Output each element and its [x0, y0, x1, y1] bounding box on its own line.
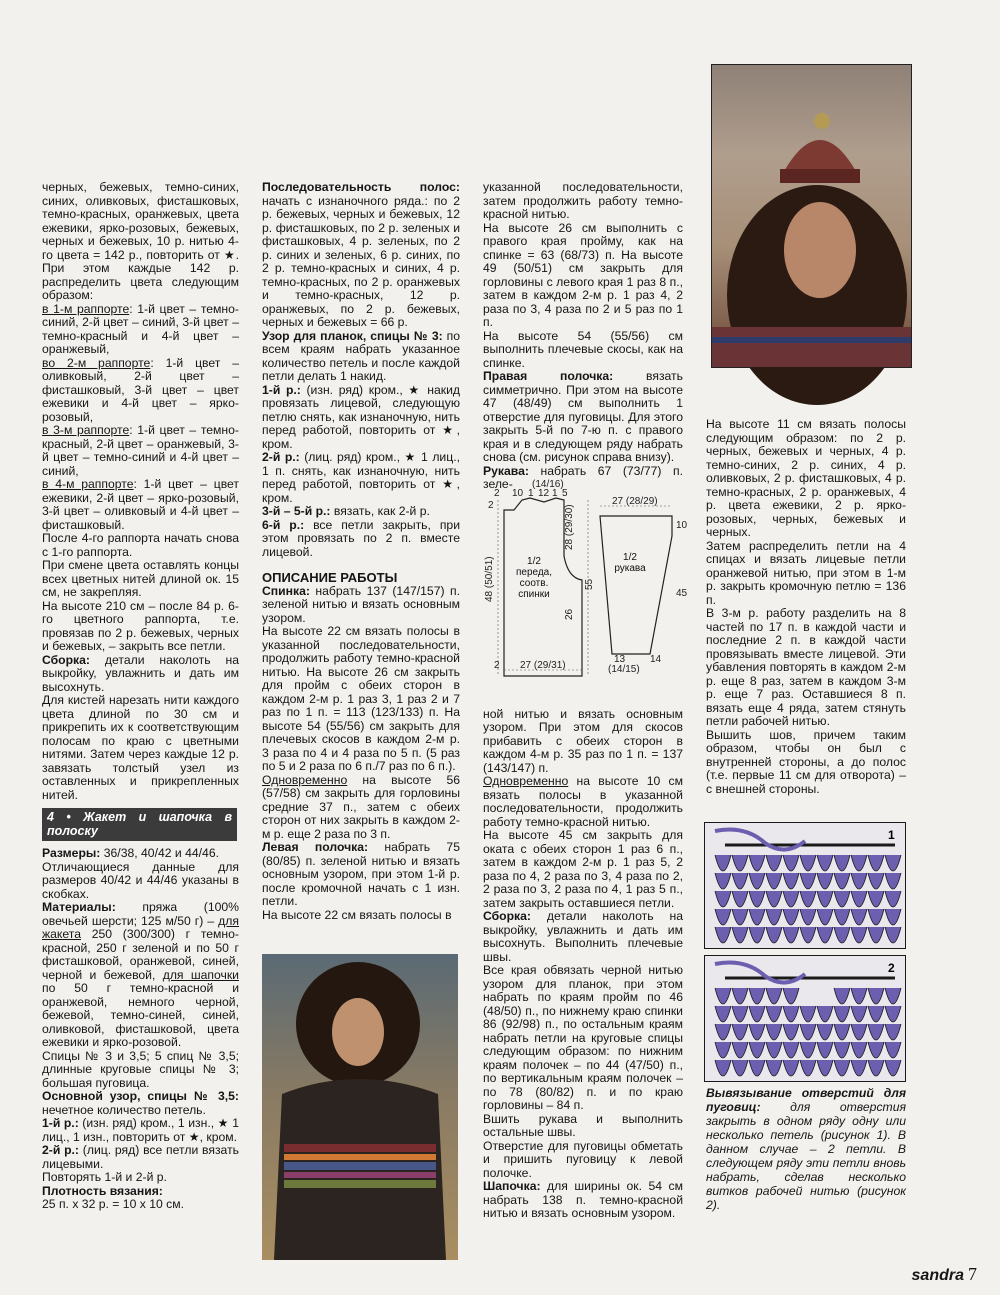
- row-text: (лиц. ряд) кром., ★ 1 лиц., 1 п. снять, как изнаночную, нить перед работой, повторить от ★, кром.: [262, 450, 460, 505]
- simultaneously: Одновременно: [483, 774, 569, 788]
- stitch: [851, 927, 867, 943]
- stitch: [868, 891, 884, 907]
- col1-paragraph: Для кистей нарезать нити каждого цвета длиной по 30 см и прикрепить их к соответствующим полосам по краю с цветными нитями. Затем через каждые 12 р. завязать толстый узел из оставленных и прикрепленных нитей.: [42, 693, 239, 802]
- stitch: [868, 927, 884, 943]
- hat-text: для ширины ок. 54 см набрать 138 п. темно-красной нитью и вязать основным узором.: [483, 1179, 683, 1220]
- column-3: [483, 181, 683, 1221]
- stitch: [749, 927, 765, 943]
- stitch: [715, 1060, 731, 1076]
- stitch: [834, 1024, 850, 1040]
- assembly-label: Сборка:: [42, 652, 90, 667]
- stitch: [885, 927, 901, 943]
- stitch: [715, 855, 731, 871]
- stitch: [715, 988, 731, 1004]
- back-piece: [262, 585, 460, 626]
- stitch: [715, 873, 731, 889]
- col1-paragraph: черных, бежевых, темно-синих, синих, оливковых, фисташковых, темно-красных, оранжевых, цвета ежевики, ярко-розовых, бежевых, черных и бежевых, 10 р. нитью 4-го цвета = 142 р., повторить от ★. При этом каждые 142 р. распределить цвета следующим образом:: [42, 180, 239, 302]
- right-front: [483, 370, 683, 465]
- figure-number: 1: [888, 828, 895, 842]
- stitch: [885, 873, 901, 889]
- col3-paragraph: На высоте 26 см выполнить с правого края пройму, как на спинке = 63 (68/73) п. На высоте 49 (50/51) см закрыть для горловины с левого края 1 раз 8 п., затем в каждом 2-м р. 1 раз 4, 2 раза по 3, 4 раза по 2 и 5 раз по 1 п.: [483, 220, 683, 329]
- stitch: [783, 891, 799, 907]
- stitch: [766, 1006, 782, 1022]
- dim-label: (14/15): [608, 664, 640, 675]
- stitch: [749, 909, 765, 925]
- dim-label: 1: [552, 488, 558, 499]
- stitch: [783, 988, 799, 1004]
- sleeve-label: 1/2: [623, 552, 637, 563]
- stitch: [783, 1060, 799, 1076]
- stitch: [851, 1024, 867, 1040]
- row-label: 1-й р.:: [262, 382, 301, 397]
- row-label: 2-й р.:: [262, 450, 300, 464]
- materials-label: Материалы:: [42, 900, 116, 914]
- stitch: [749, 988, 765, 1004]
- sleeves-text: набрать 67 (73/77) п. зеле-: [483, 463, 683, 491]
- placket-label: Узор для планок, спицы № 3:: [262, 328, 443, 343]
- assembly-label: Сборка:: [483, 909, 531, 923]
- row-text: вязать, как 2-й р.: [330, 504, 430, 518]
- row-text: (изн. ряд) кром., 1 изн., ★ 1 лиц., 1 изн., повторить от ★, кром.: [42, 1116, 239, 1144]
- caption-text: для отверстия закрыть в одном ряду одну или несколько петель (рисунок 1). В данном случае – 2 петли. В следующем ряду эти петли вновь набрать, сделав несколько витков рабочей нитью (рисунок 2).: [706, 1100, 906, 1212]
- stitch: [885, 909, 901, 925]
- stitch: [800, 1060, 816, 1076]
- dim-label: 10: [512, 488, 524, 499]
- dim-label: 2: [494, 488, 500, 499]
- dim-label: 48 (50/51): [484, 556, 495, 602]
- back-paragraph: На высоте 22 см вязать полосы в указанной последовательности, продолжить работу темно-красной нитью. На высоте 26 см закрыть для пройм с обеих сторон в каждом 2-м р. 1 раз 3, 1 раз 2 и 7 раз по 1 п. = 113 (123/133) п. На высоте 54 (55/56) см закрыть для плечевых скосов в каждом 2-м р. 3 раза по 4 и 4 раза по 5 п. (5 раз по 5 и 2 раза по 6 п./7 раз по 6 п.).: [262, 624, 460, 773]
- placket-row-3-5: [262, 505, 460, 519]
- placket-row-1: [262, 384, 460, 452]
- density-label-text: Плотность вязания:: [42, 1183, 163, 1198]
- stitch: [800, 909, 816, 925]
- stitch: [885, 1042, 901, 1058]
- dim-label: 27 (28/29): [612, 496, 658, 507]
- stripe-sequence-text: начать с изнаночного ряда.: по 2 р. бежевых, черных и бежевых, 12 р. фисташковых, по 2 р. зеленых и фисташковых, 4 р. зеленых, по 2 р. синих и зеленых, 6 р. синих, по 2 р. темно-красных и синих, 4 р. темно-красных, по 2 р. оранжевых и темно-красных, 12 р. оранжевых, по 2 р. бежевых, черных и бежевых = 66 р.: [262, 193, 460, 329]
- col1-paragraph: При смене цвета оставлять концы всех цветных нитей длиной ок. 15 см, не закрепляя.: [42, 558, 239, 599]
- rapport-2-label: во 2-м раппорте: [42, 355, 151, 370]
- stitch: [885, 1024, 901, 1040]
- knitting-illustration-2: [705, 956, 905, 1081]
- stitch: [732, 1006, 748, 1022]
- col3-paragraph: Отверстие для пуговицы обметать и пришить пуговицу к левой полочке.: [483, 1138, 683, 1180]
- placket-row-6: [262, 519, 460, 560]
- stitch: [834, 927, 850, 943]
- stripe-sequence: [262, 181, 460, 330]
- rapport-2-text: : 1-й цвет – оливковый, 2-й цвет – фисташковый, 3-й цвет – цвет ежевики и 4-й цвет – ярко-розовый,: [42, 355, 239, 424]
- column-1: [42, 181, 239, 1212]
- sleeve-label: рукава: [614, 563, 646, 574]
- back-paragraph: [262, 774, 460, 842]
- assembly-text: детали наколоть на выкройку, увлажнить и дать им высохнуть.: [42, 652, 239, 694]
- stitch: [766, 909, 782, 925]
- stitch: [800, 873, 816, 889]
- sizes-label: Размеры:: [42, 846, 101, 860]
- page-footer: [912, 1264, 977, 1285]
- simultaneously: Одновременно: [262, 772, 348, 787]
- row-label: 2-й р.:: [42, 1143, 79, 1157]
- density-label: [42, 1185, 239, 1199]
- left-front-paragraph: На высоте 22 см вязать полосы в: [262, 907, 452, 922]
- stitch: [732, 909, 748, 925]
- materials: [42, 901, 239, 1050]
- stripe-sequence-label: Последовательность полос:: [262, 180, 460, 194]
- stitch: [834, 1060, 850, 1076]
- left-front-label: Левая полочка:: [262, 840, 369, 854]
- stitch: [851, 1060, 867, 1076]
- row-label: 3-й – 5-й р.:: [262, 504, 331, 518]
- column-2: [262, 181, 460, 922]
- rapport-4: [42, 478, 239, 532]
- back-label: Спинка:: [262, 583, 310, 598]
- materials-text: по 50 г темно-красной и оранжевой, немного черной, бежевой, темно-синей, синей, оливковой, фисташковой, цвета ежевики и ярко-розовой.: [42, 981, 239, 1049]
- magazine-brand: sandra: [911, 1267, 964, 1284]
- pattern-row-2: [42, 1144, 239, 1171]
- stitch: [834, 988, 850, 1004]
- stitch: [817, 855, 833, 871]
- column-4: [706, 418, 906, 796]
- col3-paragraph: На высоте 45 см закрыть для оката с обеих сторон 1 раз 6 п., затем в каждом 2-м р. 1 раз 5, 2 раза по 4, 2 раза по 3, 4 раза по 2, 2 раза по 3, 2 раза по 4, 1 раз 5 п., затем закрыть оставшиеся петли.: [483, 828, 683, 910]
- col3-paragraph: Вшить рукава и выполнить остальные швы.: [483, 1111, 683, 1139]
- rapport-1: [42, 303, 239, 357]
- assembly: [483, 910, 683, 964]
- stitch: [783, 927, 799, 943]
- dim-label: 28 (29/30): [564, 504, 575, 550]
- placket-row-2: [262, 451, 460, 505]
- needles: Спицы № 3 и 3,5; 5 спиц № 3,5; длинные круговые спицы № 3; большая пуговица.: [42, 1048, 239, 1090]
- stitch: [783, 855, 799, 871]
- col1-paragraph: После 4-го раппорта начать снова с 1-го раппорта.: [42, 531, 239, 559]
- row-text: (изн. ряд) кром., ★ накид провязать лицевой, следующую петлю снять, как изнаночную, нить перед работой, повторить от ★, кром.: [262, 382, 460, 451]
- stitch: [885, 855, 901, 871]
- left-front-text: набрать 75 (80/85) п. зеленой нитью и вязать основным узором, при этом 1-й р. после кромочной начать с 1 изн. петли.: [262, 840, 460, 908]
- stitch: [868, 1060, 884, 1076]
- stitch: [732, 873, 748, 889]
- main-pattern-text: нечетное количество петель.: [42, 1102, 206, 1117]
- rapport-1-label: в 1-м раппорте: [42, 301, 130, 316]
- stitch: [732, 1024, 748, 1040]
- stitch: [834, 891, 850, 907]
- stitch: [800, 1006, 816, 1022]
- stitch: [749, 873, 765, 889]
- stitch: [783, 873, 799, 889]
- working-yarn: [715, 830, 805, 850]
- figure-number: 2: [888, 961, 895, 975]
- stitch: [817, 891, 833, 907]
- assembly: [42, 654, 239, 695]
- jacket-model-photo: [262, 954, 458, 1260]
- stitch: [766, 1060, 782, 1076]
- front-label: соотв.: [519, 578, 549, 589]
- dim-label: 12: [538, 488, 550, 499]
- stitch: [800, 1042, 816, 1058]
- rapport-3: [42, 424, 239, 478]
- buttonhole-figure-1: [704, 822, 906, 949]
- dim-label: 2: [488, 500, 494, 511]
- dim-label: 55: [584, 578, 595, 590]
- dim-label: 27 (29/31): [520, 660, 566, 671]
- col4-paragraph: На высоте 11 см вязать полосы следующим образом: по 2 р. черных, бежевых и черных, 4 р. темно-синих, 2 р. синих, 4 р. оливковых, 2 р. фисташковых, 4 р. темно-красных, 2 р. оранжевых, 4 р. цвета ежевики, 2 р. ярко-розовых, черных, бежевых и черных.: [706, 417, 906, 539]
- stitch: [749, 1060, 765, 1076]
- stitch: [885, 1006, 901, 1022]
- dim-label: 1: [528, 488, 534, 499]
- stitch: [817, 1042, 833, 1058]
- working-yarn: [715, 963, 805, 983]
- stitch: [851, 1042, 867, 1058]
- front-label: спинки: [518, 589, 550, 600]
- col4-paragraph: В 3-м р. работу разделить на 8 частей по 17 п. в каждой части и последние 2 п. в каждой части провязывать вместе лицевой. Эти убавления повторять в каждом 2-м р. еще 8 раз, затем в каждом 3-м р. еще 7 раз. Оставшиеся 8 п. вязать еще 4 ряда, затем стянуть петли рабочей нитью.: [706, 606, 906, 728]
- back-text: на высоте 56 (57/58) см закрыть для горловины средние 37 п., затем с обеих сторон от них закрыть в каждом 2-м р. еще 2 раза по 3 п.: [262, 772, 460, 841]
- stitch: [766, 1024, 782, 1040]
- stitch: [800, 891, 816, 907]
- section-heading: 4 • Жакет и шапочка в полоску: [42, 808, 237, 841]
- stitch: [868, 855, 884, 871]
- hat: [483, 1180, 683, 1221]
- col4-paragraph: Затем распределить петли на 4 спицах и вязать лицевые петли оранжевой нитью, при этом в 1-м р. закрыть кромочную петлю = 136 п.: [706, 538, 906, 607]
- main-pattern-label: Основной узор, спицы № 3,5:: [42, 1089, 239, 1103]
- stitch: [851, 873, 867, 889]
- sleeves-label: Рукава:: [483, 463, 529, 478]
- stitch: [817, 1024, 833, 1040]
- row-label: 1-й р.:: [42, 1116, 79, 1130]
- stitch: [715, 909, 731, 925]
- stitch: [885, 1060, 901, 1076]
- page-number: 7: [968, 1264, 977, 1284]
- stitch: [851, 891, 867, 907]
- left-front: [262, 841, 460, 909]
- stitch: [715, 891, 731, 907]
- rapport-3-label: в 3-м раппорте: [42, 423, 130, 437]
- stitch: [766, 988, 782, 1004]
- stitch: [749, 1024, 765, 1040]
- pattern-row-1: [42, 1117, 239, 1144]
- front-label: 1/2: [527, 556, 541, 567]
- stitch: [851, 988, 867, 1004]
- row-text: (лиц. ряд) все петли вязать лицевыми.: [42, 1143, 239, 1171]
- pattern-schematic: [484, 478, 688, 678]
- dim-label: 45: [676, 588, 688, 599]
- rapport-4-text: : 1-й цвет – цвет ежевики, 2-й цвет – ярко-розовый, 3-й цвет – оливковый и 4-й цвет – фисташковый.: [42, 477, 239, 532]
- stitch: [732, 1060, 748, 1076]
- stitch: [732, 927, 748, 943]
- col3-text: на высоте 10 см вязать полосы в указанной последовательности, продолжить работу темно-красной нитью.: [483, 774, 683, 829]
- placket-pattern: [262, 330, 460, 384]
- hat-model-photo: [711, 64, 912, 368]
- stitch: [817, 1060, 833, 1076]
- placket-text: по всем краям набрать указанное количество петель и после каждой петли делать 1 накид.: [262, 328, 461, 383]
- dim-label: 2: [494, 660, 500, 671]
- dim-label: 14: [650, 654, 662, 665]
- stitch: [783, 1006, 799, 1022]
- stitch: [783, 1024, 799, 1040]
- materials-jacket: для жакета: [42, 913, 239, 941]
- hat-label: Шапочка:: [483, 1179, 541, 1193]
- stitch: [749, 1042, 765, 1058]
- stitch: [800, 927, 816, 943]
- col3-paragraph: [483, 775, 683, 829]
- stitch: [732, 891, 748, 907]
- row-label: 6-й р.:: [262, 517, 305, 532]
- front-label: переда,: [515, 567, 553, 578]
- stitch: [732, 1042, 748, 1058]
- dim-label: (14/16): [532, 479, 564, 490]
- stitch: [834, 873, 850, 889]
- back-text: набрать 137 (147/157) п. зеленой нитью и вязать основным узором.: [262, 583, 460, 625]
- sizes-note: Отличающиеся данные для размеров 40/42 и 44/46 указаны в скобках.: [42, 859, 239, 901]
- stitch: [766, 855, 782, 871]
- stitch: [766, 927, 782, 943]
- stitch: [766, 873, 782, 889]
- stitch: [868, 873, 884, 889]
- rapport-2: [42, 357, 239, 425]
- stitch: [817, 909, 833, 925]
- col3-paragraph: указанной последовательности, затем продолжить работу темно-красной нитью.: [483, 180, 683, 221]
- col3-paragraph: ной нитью и вязать основным узором. При этом для скосов прибавить с обеих сторон в каждом 4-м р. 35 раз по 1 п. = 137 (143/147) п.: [483, 706, 683, 775]
- sizes: [42, 847, 239, 861]
- stitch: [817, 1006, 833, 1022]
- hat-model-illustration: [712, 65, 911, 367]
- stitch: [834, 855, 850, 871]
- col3-paragraph: На высоте 54 (55/56) см выполнить плечевые скосы, как на спинке.: [483, 328, 683, 370]
- dim-label: 5: [562, 488, 568, 499]
- row-text: все петли закрыть, при этом провязать по 2 п. вместе лицевой.: [262, 517, 461, 559]
- stitch: [783, 909, 799, 925]
- rapport-3-text: : 1-й цвет – темно-красный, 2-й цвет – оранжевый, 3-й цвет – темно-синий и 4-й цвет – синий,: [42, 423, 239, 478]
- stitch: [715, 927, 731, 943]
- stitch: [749, 855, 765, 871]
- dim-label: 13: [614, 654, 626, 665]
- stitch: [732, 988, 748, 1004]
- density-text: 25 п. х 32 р. = 10 х 10 см.: [42, 1197, 185, 1211]
- right-front-text: вязать симметрично. При этом на высоте 47 (48/49) см выполнить 1 отверстие для пуговицы. Для этого закрыть 5-й по 7-ю п. с правого края и в следующем ряду набрать снова (см. рисунок справа внизу).: [483, 369, 683, 464]
- buttonhole-figure-2: [704, 955, 906, 1082]
- stitch: [851, 1006, 867, 1022]
- repeat-note: Повторять 1-й и 2-й р.: [42, 1170, 167, 1184]
- stitch: [783, 1042, 799, 1058]
- stitch: [868, 1024, 884, 1040]
- stitch: [851, 855, 867, 871]
- stitch: [715, 1042, 731, 1058]
- stitch: [851, 909, 867, 925]
- jacket-model-illustration: [262, 954, 458, 1260]
- col4-paragraph: Вышить шов, причем таким образом, чтобы он был с внутренней стороны, а до полос (т.е. первые 11 см для отворота) – с внешней стороны.: [706, 727, 906, 796]
- col1-paragraph: На высоте 210 см – после 84 р. 6-го цветного раппорта, т.е. провязав по 2 р. бежевых, черных и бежевых, – закрыть все петли.: [42, 598, 239, 653]
- stitch: [732, 855, 748, 871]
- stitch: [800, 855, 816, 871]
- stitch: [868, 909, 884, 925]
- buttonhole-caption: [706, 1086, 906, 1212]
- stitch: [885, 891, 901, 907]
- materials-text: 250 (300/300) г темно-красной, 250 г зеленой и по 50 г фисташковой, оранжевой, синей, черной и бежевой,: [42, 927, 239, 982]
- rapport-1-text: : 1-й цвет – темно-синий, 2-й цвет – синий, 3-й цвет – темно-красный и 4-й цвет – оранжевый,: [42, 301, 239, 356]
- assembly-text: детали наколоть на выкройку, увлажнить и дать им высохнуть. Выполнить плечевые швы.: [483, 909, 683, 964]
- dim-label: 10: [676, 520, 688, 531]
- knitting-illustration-1: [705, 823, 905, 948]
- stitch: [868, 1042, 884, 1058]
- stitch: [715, 1006, 731, 1022]
- stitch: [834, 1042, 850, 1058]
- sleeve-outline: [600, 516, 672, 654]
- stitch: [885, 988, 901, 1004]
- dim-label: 26: [564, 608, 575, 620]
- work-description-title: ОПИСАНИЕ РАБОТЫ: [262, 570, 398, 585]
- stitch: [749, 891, 765, 907]
- materials-text: пряжа (100% овечьей шерсти; 125 м/50 г) –: [42, 900, 239, 928]
- stitch: [800, 1024, 816, 1040]
- materials-hat: для шапочки: [162, 967, 239, 982]
- rapport-4-label: в 4-м раппорте: [42, 477, 134, 491]
- right-front-label: Правая полочка:: [483, 369, 614, 383]
- sizes-text: 36/38, 40/42 и 44/46.: [100, 846, 219, 860]
- stitch: [749, 1006, 765, 1022]
- stitch: [817, 927, 833, 943]
- stitch: [817, 873, 833, 889]
- stitch: [868, 988, 884, 1004]
- stitch: [834, 1006, 850, 1022]
- stitch: [715, 1024, 731, 1040]
- col3-paragraph: Все края обвязать черной нитью узором для планок, при этом набрать по краям пройм по 46 (48/50) п., по нижнему краю спинки 86 (92/98) п., по остальным краям набрать петли на круговые спицы следующим образом: по нижним краям полочек – по 44 (47/50) п., по вертикальным краям полочек – по 78 (80/82) п. и по краю горловины – 84 п.: [483, 963, 683, 1112]
- stitch: [766, 891, 782, 907]
- stitch: [766, 1042, 782, 1058]
- main-pattern: [42, 1090, 239, 1117]
- stitch: [868, 1006, 884, 1022]
- stitch: [834, 909, 850, 925]
- caption-label: Вывязывание отверстий для пуговиц:: [706, 1086, 906, 1114]
